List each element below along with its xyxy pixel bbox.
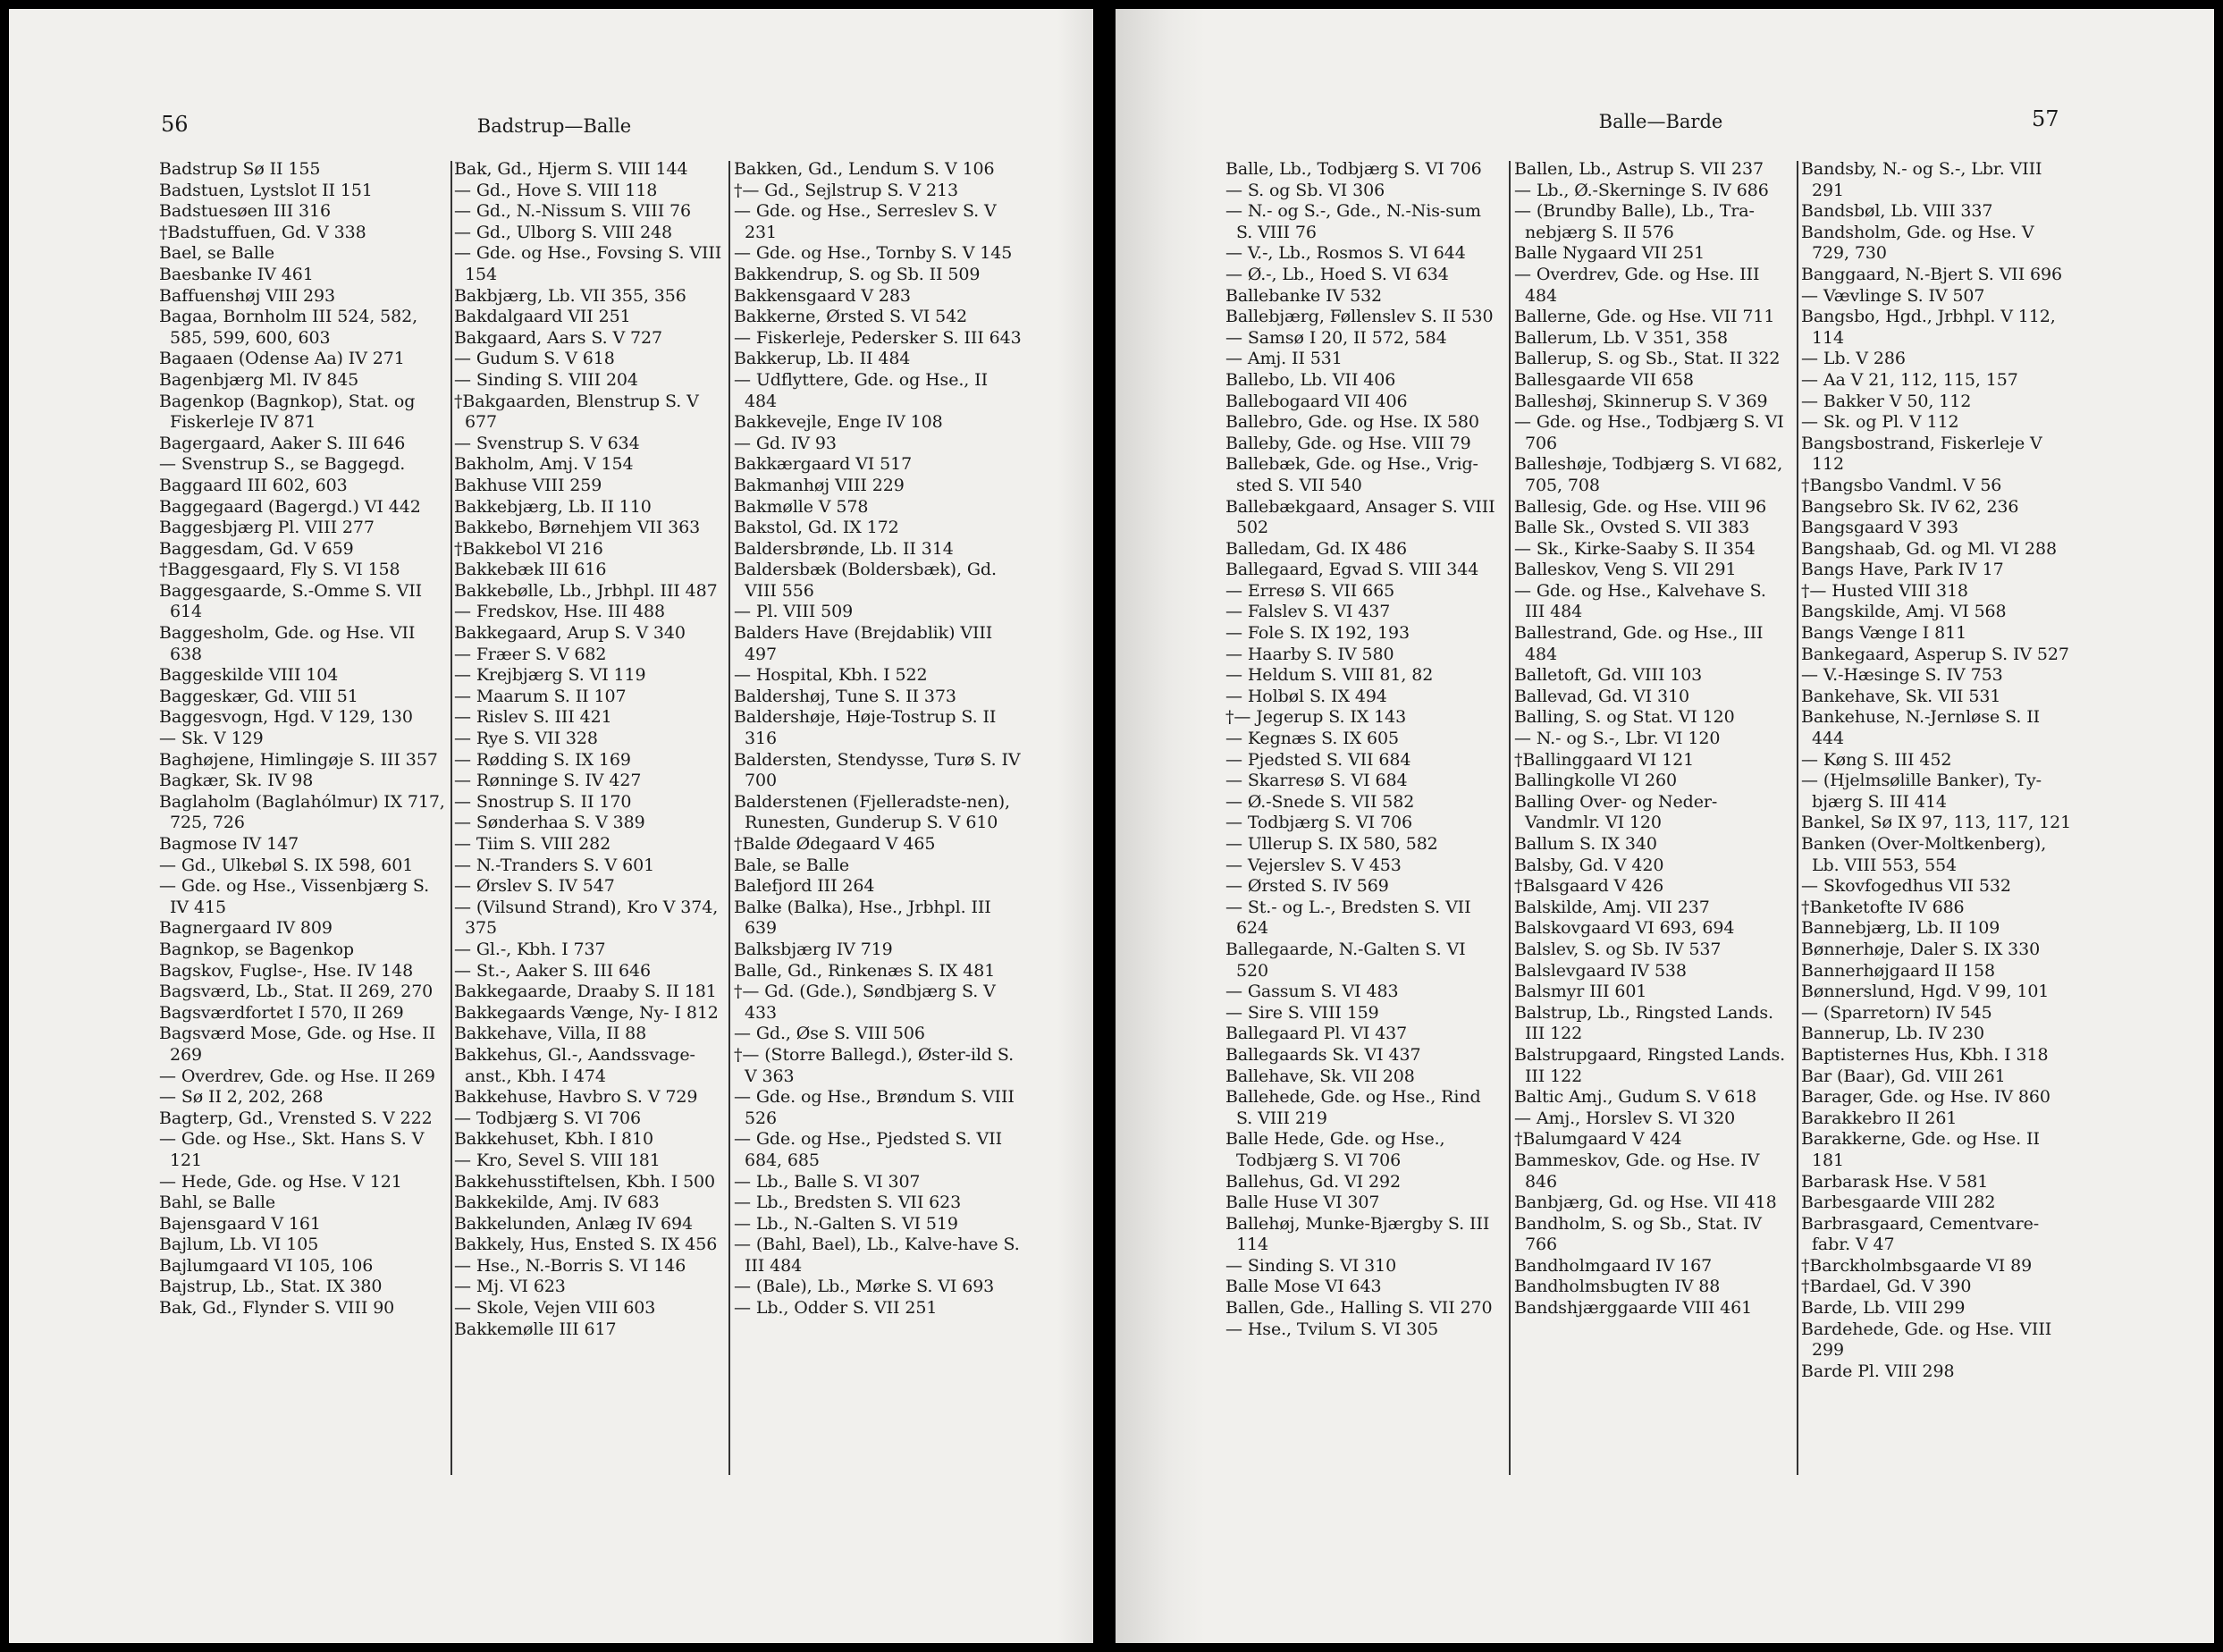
index-entry: †— Jegerup S. IX 143 <box>1225 707 1407 728</box>
index-entry: — (Bale), Lb., Mørke S. VI 693 <box>734 1277 995 1297</box>
index-entry: — (Hjelmsølille Banker), Ty-bjærg S. III 414 <box>1801 771 2042 812</box>
index-entry: Bagaaen (Odense Aa) IV 271 <box>159 349 405 369</box>
index-entry: — Sinding S. VI 310 <box>1225 1255 1397 1276</box>
index-entry: Badstrup Sø II 155 <box>159 159 321 179</box>
index-entry: — Overdrev, Gde. og Hse. III 484 <box>1514 264 1760 306</box>
index-entry: Bannebjærg, Lb. II 109 <box>1801 918 2000 939</box>
index-entry: Bakkebo, Børnehjem VII 363 <box>454 518 701 538</box>
index-entry: — (Bahl, Bael), Lb., Kalve-have S. III 484 <box>734 1235 1020 1276</box>
index-entry: Banken (Over-Moltkenberg), Lb. VIII 553, 554 <box>1801 834 2047 875</box>
index-entry: Bakstol, Gd. IX 172 <box>734 518 899 538</box>
index-entry: Balling, S. og Stat. VI 120 <box>1514 707 1735 728</box>
index-entry: Bakken, Gd., Lendum S. V 106 <box>734 159 995 179</box>
index-entry: †Banketofte IV 686 <box>1801 897 1965 917</box>
index-entry: — Gde. og Hse., Pjedsted S. VII 684, 685 <box>734 1129 1002 1170</box>
index-entry: Baldersten, Stendysse, Turø S. IV 700 <box>734 749 1021 791</box>
index-entry: Bagenkop (Bagnkop), Stat. og Fiskerleje IV 871 <box>159 391 416 433</box>
index-entry: Balders Have (Brejdablik) VIII 497 <box>734 623 993 664</box>
index-entry: Balle Sk., Ovsted S. VII 383 <box>1514 518 1750 538</box>
index-entry: — Rislev S. III 421 <box>454 707 612 728</box>
index-entry: Bangs Have, Park IV 17 <box>1801 560 2004 580</box>
index-entry: Bangsbostrand, Fiskerleje V 112 <box>1801 433 2042 475</box>
column-rule <box>1797 161 1798 1475</box>
index-entry: Baldershøje, Høje-Tostrup S. II 316 <box>734 707 997 749</box>
index-entry: Ballerum, Lb. V 351, 358 <box>1514 327 1728 348</box>
index-entry: — Gd., N.-Nissum S. VIII 76 <box>454 201 692 222</box>
index-entry: — Svenstrup S., se Baggegd. <box>159 454 406 475</box>
index-entry: Balefjord III 264 <box>734 876 875 897</box>
index-entry: — Tiim S. VIII 282 <box>454 834 611 854</box>
index-entry: Bakkegaard, Arup S. V 340 <box>454 623 686 644</box>
index-entry: Balle Huse VI 307 <box>1225 1193 1380 1213</box>
index-entry: — Ø.-Snede S. VII 582 <box>1225 791 1415 812</box>
index-entry: — Skole, Vejen VIII 603 <box>454 1298 656 1319</box>
index-entry: Balderstenen (Fjelleradste-nen), Runesten, Gunderup S. V 610 <box>734 791 1010 833</box>
index-entry: Bandholm, S. og Sb., Stat. IV 766 <box>1514 1213 1762 1255</box>
index-entry: Balstrup, Lb., Ringsted Lands. III 122 <box>1514 1002 1773 1044</box>
index-entry: Bakkely, Hus, Ensted S. IX 456 <box>454 1235 718 1255</box>
index-entry: — N.- og S.-, Lbr. VI 120 <box>1514 729 1721 749</box>
index-entry: Ballingkolle VI 260 <box>1514 771 1677 791</box>
index-entry: — Lb., Bredsten S. VII 623 <box>734 1193 962 1213</box>
index-entry: — Samsø I 20, II 572, 584 <box>1225 327 1447 348</box>
index-entry: Banbjærg, Gd. og Hse. VII 418 <box>1514 1193 1777 1213</box>
index-entry: Baesbanke IV 461 <box>159 264 314 284</box>
index-entry: Bakkerup, Lb. II 484 <box>734 349 911 369</box>
index-entry: Ballebanke IV 532 <box>1225 285 1383 306</box>
index-entry: — Vævlinge S. IV 507 <box>1801 285 1985 306</box>
index-entry: — V.-Hæsinge S. IV 753 <box>1801 665 2003 686</box>
index-entry: Ballegaard Pl. VI 437 <box>1225 1024 1408 1044</box>
index-entry: — Gd., Ulborg S. VIII 248 <box>454 222 672 242</box>
index-entry: †Bakgaarden, Blenstrup S. V 677 <box>454 391 699 433</box>
running-head: Balle—Barde <box>1598 111 1723 132</box>
index-entry: Baldershøj, Tune S. II 373 <box>734 686 956 706</box>
index-entry: Bajlumgaard VI 105, 106 <box>159 1255 374 1276</box>
index-entry: Baglaholm (Baglahólmur) IX 717, 725, 726 <box>159 791 445 833</box>
index-entry: Bammeskov, Gde. og Hse. IV 846 <box>1514 1150 1760 1192</box>
index-entry: — Gde. og Hse., Brøndum S. VIII 526 <box>734 1087 1015 1128</box>
index-entry: Bangs Vænge I 811 <box>1801 623 1967 644</box>
index-entry: Bakkehus, Gl.-, Aandssvage-anst., Kbh. I 474 <box>454 1044 695 1086</box>
index-column <box>734 159 1022 1319</box>
index-entry: — Svenstrup S. V 634 <box>454 433 640 453</box>
index-entry: — Køng S. III 452 <box>1801 749 1952 770</box>
index-entry: Bagsværd, Lb., Stat. II 269, 270 <box>159 982 434 1002</box>
index-entry: Baggeskilde VIII 104 <box>159 665 339 686</box>
index-entry: — Skovfogedhus VII 532 <box>1801 876 2011 897</box>
index-entry: Ballesgaarde VII 658 <box>1514 369 1694 390</box>
index-entry: Bankehave, Sk. VII 531 <box>1801 686 2001 706</box>
index-entry: — Sk., Kirke-Saaby S. II 354 <box>1514 538 1756 559</box>
index-entry: — Sk. og Pl. V 112 <box>1801 412 1959 433</box>
index-entry: — Mj. VI 623 <box>454 1277 566 1297</box>
index-entry: Ballestrand, Gde. og Hse., III 484 <box>1514 623 1764 664</box>
index-entry: Ballegaard, Egvad S. VIII 344 <box>1225 560 1479 580</box>
index-entry: — Gde. og Hse., Fovsing S. VIII 154 <box>454 243 722 284</box>
index-entry: Bakkehuse, Havbro S. V 729 <box>454 1087 698 1108</box>
index-entry: — Gde. og Hse., Todbjærg S. VI 706 <box>1514 412 1784 453</box>
index-entry: Baldersbrønde, Lb. II 314 <box>734 538 954 559</box>
column-rule <box>450 161 452 1475</box>
index-entry: Bagmose IV 147 <box>159 834 299 854</box>
index-entry: — Amj., Horslev S. VI 320 <box>1514 1108 1736 1128</box>
index-entry: — Hede, Gde. og Hse. V 121 <box>159 1171 402 1192</box>
index-entry: — Erresø S. VII 665 <box>1225 580 1395 601</box>
index-entry: Barbesgaarde VIII 282 <box>1801 1193 1996 1213</box>
index-entry: Bagaa, Bornholm III 524, 582, 585, 599, 600, 603 <box>159 307 418 348</box>
index-entry: Bakkehave, Villa, II 88 <box>454 1024 647 1044</box>
index-entry: Bakkebæk III 616 <box>454 560 607 580</box>
page-edge-shadow <box>1057 9 1093 1643</box>
index-entry: Baggegaard (Bagergd.) VI 442 <box>159 496 421 517</box>
index-entry: Bagskov, Fuglse-, Hse. IV 148 <box>159 960 414 981</box>
index-entry: — Gde. og Hse., Tornby S. V 145 <box>734 243 1013 264</box>
index-entry: — Sø II 2, 202, 268 <box>159 1087 324 1108</box>
index-entry: Bankehuse, N.-Jernløse S. II 444 <box>1801 707 2041 749</box>
index-entry: †Balsgaard V 426 <box>1514 876 1664 897</box>
index-entry: — Pjedsted S. VII 684 <box>1225 749 1411 770</box>
index-entry: — Haarby S. IV 580 <box>1225 644 1394 664</box>
index-entry: Bandsholm, Gde. og Hse. V 729, 730 <box>1801 222 2034 264</box>
index-entry: †Badstuffuen, Gd. V 338 <box>159 222 366 242</box>
index-entry: Bakholm, Amj. V 154 <box>454 454 634 475</box>
index-entry: Bagnergaard IV 809 <box>159 918 333 939</box>
index-entry: — Gd., Hove S. VIII 118 <box>454 180 658 200</box>
index-entry: Bønnerslund, Hgd. V 99, 101 <box>1801 982 2050 1002</box>
index-entry: Bakkehuset, Kbh. I 810 <box>454 1129 654 1150</box>
index-entry: — Gd. IV 93 <box>734 433 837 453</box>
index-entry: Ballebjærg, Føllenslev S. II 530 <box>1225 307 1494 327</box>
index-entry: Bakdalgaard VII 251 <box>454 307 631 327</box>
index-entry: Bak, Gd., Hjerm S. VIII 144 <box>454 159 688 179</box>
index-entry: — Kro, Sevel S. VIII 181 <box>454 1150 661 1170</box>
index-entry: †Ballinggaard VI 121 <box>1514 749 1695 770</box>
index-entry: Bajensgaard V 161 <box>159 1213 321 1234</box>
index-entry: — Gde. og Hse., Skt. Hans S. V 121 <box>159 1129 425 1170</box>
index-entry: Ballegaarde, N.-Galten S. VI 520 <box>1225 939 1466 981</box>
index-entry: †Bakkebol VI 216 <box>454 538 603 559</box>
index-entry: Bakkemølle III 617 <box>454 1319 617 1339</box>
index-entry: — Todbjærg S. VI 706 <box>1225 813 1412 833</box>
index-entry: — Ørslev S. IV 547 <box>454 876 615 897</box>
index-entry: — Ørsted S. IV 569 <box>1225 876 1389 897</box>
index-entry: Ballum S. IX 340 <box>1514 834 1657 854</box>
index-entry: Baptisternes Hus, Kbh. I 318 <box>1801 1044 2049 1065</box>
index-entry: Bagergaard, Aaker S. III 646 <box>159 433 406 453</box>
index-entry: Balsmyr III 601 <box>1514 982 1647 1002</box>
index-entry: — Sinding S. VIII 204 <box>454 369 638 390</box>
index-entry: — Rye S. VII 328 <box>454 729 598 749</box>
index-entry: Baggesdam, Gd. V 659 <box>159 538 354 559</box>
index-entry: Balledam, Gd. IX 486 <box>1225 538 1408 559</box>
page-number: 56 <box>161 112 189 137</box>
index-entry: Baggaard III 602, 603 <box>159 475 348 495</box>
index-entry: †— Husted VIII 318 <box>1801 580 1968 601</box>
index-entry: Bahl, se Balle <box>159 1193 276 1213</box>
index-entry: Bønnerhøje, Daler S. IX 330 <box>1801 939 2041 959</box>
index-entry: Ballebækgaard, Ansager S. VIII 502 <box>1225 496 1495 538</box>
index-entry: Bakkegaards Vænge, Ny- I 812 <box>454 1002 719 1023</box>
index-entry: Barde, Lb. VIII 299 <box>1801 1298 1966 1319</box>
index-entry: †Balumgaard V 424 <box>1514 1129 1682 1150</box>
index-entry: Balksbjærg IV 719 <box>734 939 893 959</box>
index-entry: Balletoft, Gd. VIII 103 <box>1514 665 1703 686</box>
index-entry: Barde Pl. VIII 298 <box>1801 1361 1955 1381</box>
index-entry: Bandholmsbugten IV 88 <box>1514 1277 1721 1297</box>
index-entry: Baggesbjærg Pl. VIII 277 <box>159 518 375 538</box>
index-entry: — Fredskov, Hse. III 488 <box>454 602 666 622</box>
index-entry: Balslevgaard IV 538 <box>1514 960 1687 981</box>
index-entry: — Rønninge S. IV 427 <box>454 771 642 791</box>
index-entry: Ballehus, Gd. VI 292 <box>1225 1171 1401 1192</box>
index-entry: Bannerup, Lb. IV 230 <box>1801 1024 1984 1044</box>
index-entry: — Gde. og Hse., Vissenbjærg S. IV 415 <box>159 876 430 917</box>
index-entry: — Skarresø S. VI 684 <box>1225 771 1408 791</box>
index-entry: Bakgaard, Aars S. V 727 <box>454 327 663 348</box>
index-entry: Balle Nygaard VII 251 <box>1514 243 1705 264</box>
index-entry: Balleby, Gde. og Hse. VIII 79 <box>1225 433 1471 453</box>
index-entry: Bardehede, Gde. og Hse. VIII 299 <box>1801 1319 2052 1361</box>
index-entry: — Maarum S. II 107 <box>454 686 627 706</box>
index-entry: Balleskov, Veng S. VII 291 <box>1514 560 1737 580</box>
index-entry: †Bangsbo Vandml. V 56 <box>1801 475 2002 495</box>
index-entry: Bagsværdfortet I 570, II 269 <box>159 1002 404 1023</box>
index-entry: — Fiskerleje, Pedersker S. III 643 <box>734 327 1022 348</box>
index-entry: Bagterp, Gd., Vrensted S. V 222 <box>159 1108 433 1128</box>
index-entry: †Baggesgaard, Fly S. VI 158 <box>159 560 400 580</box>
index-entry: Bakkekilde, Amj. IV 683 <box>454 1193 660 1213</box>
index-column <box>159 159 447 1319</box>
index-entry: Balskovgaard VI 693, 694 <box>1514 918 1735 939</box>
index-entry: — Aa V 21, 112, 115, 157 <box>1801 369 2018 390</box>
index-entry: Bangsgaard V 393 <box>1801 518 1958 538</box>
page-gutter-shadow <box>1116 9 1205 1643</box>
index-entry: Barbarask Hse. V 581 <box>1801 1171 1989 1192</box>
index-entry: Bakmanhøj VIII 229 <box>734 475 905 495</box>
index-entry: Balslev, S. og Sb. IV 537 <box>1514 939 1722 959</box>
index-entry: — (Brundby Balle), Lb., Tra-nebjærg S. II 576 <box>1514 201 1755 242</box>
index-entry: — Pl. VIII 509 <box>734 602 854 622</box>
index-entry: — Heldum S. VIII 81, 82 <box>1225 665 1434 686</box>
left-page <box>9 9 1093 1643</box>
index-entry: — Vejerslev S. V 453 <box>1225 855 1402 875</box>
index-column <box>1514 159 1788 1319</box>
index-entry: Balsby, Gd. V 420 <box>1514 855 1664 875</box>
index-entry: — Lb., Ø.-Skerninge S. IV 686 <box>1514 180 1769 200</box>
index-entry: — Falslev S. VI 437 <box>1225 602 1391 622</box>
index-entry: — Lb., N.-Galten S. VI 519 <box>734 1213 958 1234</box>
index-entry: — Rødding S. IX 169 <box>454 749 631 770</box>
index-entry: Bangshaab, Gd. og Ml. VI 288 <box>1801 538 2057 559</box>
index-entry: †Barckholmbsgaarde VI 89 <box>1801 1255 2033 1276</box>
index-entry: †Bardael, Gd. V 390 <box>1801 1277 1972 1297</box>
column-rule <box>1509 161 1511 1475</box>
index-entry: Baltic Amj., Gudum S. V 618 <box>1514 1087 1757 1108</box>
index-entry: Bandholmgaard IV 167 <box>1514 1255 1713 1276</box>
index-entry: Bakkevejle, Enge IV 108 <box>734 412 943 433</box>
index-entry: Bakkendrup, S. og Sb. II 509 <box>734 264 981 284</box>
index-entry: Bangsbo, Hgd., Jrbhpl. V 112, 114 <box>1801 307 2056 348</box>
index-entry: Bajlum, Lb. VI 105 <box>159 1235 319 1255</box>
index-entry: †— (Storre Ballegd.), Øster-ild S. V 363 <box>734 1044 1015 1086</box>
index-entry: Bakkensgaard V 283 <box>734 285 911 306</box>
index-entry: Bar (Baar), Gd. VIII 261 <box>1801 1066 2006 1086</box>
running-head: Badstrup—Balle <box>476 115 632 137</box>
index-entry: — Holbøl S. IX 494 <box>1225 686 1387 706</box>
index-entry: — Gde. og Hse., Serreslev S. V 231 <box>734 201 997 242</box>
index-entry: — Ø.-, Lb., Hoed S. VI 634 <box>1225 264 1449 284</box>
index-entry: — Krejbjærg S. VI 119 <box>454 665 646 686</box>
index-entry: Bakkebølle, Lb., Jrbhpl. III 487 <box>454 580 718 601</box>
index-entry: Bandshjærggaarde VIII 461 <box>1514 1298 1753 1319</box>
index-entry: Ballehave, Sk. VII 208 <box>1225 1066 1415 1086</box>
index-entry: — Sire S. VIII 159 <box>1225 1002 1379 1023</box>
index-entry: Bankel, Sø IX 97, 113, 117, 121 <box>1801 813 2072 833</box>
index-entry: — Udflyttere, Gde. og Hse., II 484 <box>734 369 988 411</box>
index-entry: — Gassum S. VI 483 <box>1225 982 1399 1002</box>
index-entry: Bakbjærg, Lb. VII 355, 356 <box>454 285 686 306</box>
index-entry: — Lb., Balle S. VI 307 <box>734 1171 921 1192</box>
index-entry: Balle, Lb., Todbjærg S. VI 706 <box>1225 159 1482 179</box>
index-entry: — Bakker V 50, 112 <box>1801 391 1972 411</box>
index-entry: — Gudum S. V 618 <box>454 349 615 369</box>
index-entry: Baldersbæk (Boldersbæk), Gd. VIII 556 <box>734 560 997 601</box>
index-entry: Bannerhøjgaard II 158 <box>1801 960 1995 981</box>
index-entry: — Ullerup S. IX 580, 582 <box>1225 834 1438 854</box>
index-entry: Badstuesøen III 316 <box>159 201 331 222</box>
index-entry: Bajstrup, Lb., Stat. IX 380 <box>159 1277 383 1297</box>
index-entry: — N.-Tranders S. V 601 <box>454 855 655 875</box>
index-entry: Badstuen, Lystslot II 151 <box>159 180 373 200</box>
index-entry: Ballevad, Gd. VI 310 <box>1514 686 1689 706</box>
index-entry: Bagkær, Sk. IV 98 <box>159 771 314 791</box>
column-rule <box>728 161 730 1475</box>
index-entry: — Hse., N.-Borris S. VI 146 <box>454 1255 686 1276</box>
index-entry: Baghøjene, Himlingøje S. III 357 <box>159 749 438 770</box>
index-entry: Bakmølle V 578 <box>734 496 869 517</box>
index-entry: Ballebro, Gde. og Hse. IX 580 <box>1225 412 1479 433</box>
index-entry: Bandsbøl, Lb. VIII 337 <box>1801 201 1993 222</box>
index-entry: Balling Over- og Neder-Vandmlr. VI 120 <box>1514 791 1718 833</box>
index-entry: Bangsebro Sk. IV 62, 236 <box>1801 496 2019 517</box>
index-entry: Balleshøj, Skinnerup S. V 369 <box>1514 391 1768 411</box>
index-entry: — N.- og S.-, Gde., N.-Nis-sum S. VIII 76 <box>1225 201 1481 242</box>
index-entry: — Gde. og Hse., Kalvehave S. III 484 <box>1514 580 1766 622</box>
index-entry: Ballerup, S. og Sb., Stat. II 322 <box>1514 349 1781 369</box>
index-entry: Balke (Balka), Hse., Jrbhpl. III 639 <box>734 897 991 939</box>
index-entry: †— Gd. (Gde.), Søndbjærg S. V 433 <box>734 982 996 1023</box>
index-entry: — Overdrev, Gde. og Hse. II 269 <box>159 1066 435 1086</box>
index-entry: — V.-, Lb., Rosmos S. VI 644 <box>1225 243 1466 264</box>
index-entry: Ballebogaard VII 406 <box>1225 391 1408 411</box>
index-entry: Bael, se Balle <box>159 243 275 264</box>
index-entry: Baggesholm, Gde. og Hse. VII 638 <box>159 623 416 664</box>
right-page <box>1116 9 2214 1643</box>
index-entry: Bakkerne, Ørsted S. VI 542 <box>734 307 968 327</box>
index-entry: Ballebo, Lb. VII 406 <box>1225 369 1396 390</box>
index-entry: — (Sparretorn) IV 545 <box>1801 1002 1992 1023</box>
index-entry: Ballen, Lb., Astrup S. VII 237 <box>1514 159 1764 179</box>
index-entry: Bakkelunden, Anlæg IV 694 <box>454 1213 693 1234</box>
index-entry: — Kegnæs S. IX 605 <box>1225 729 1399 749</box>
index-entry: — St.-, Aaker S. III 646 <box>454 960 651 981</box>
index-entry: Barakkerne, Gde. og Hse. II 181 <box>1801 1129 2040 1170</box>
index-entry: — Hse., Tvilum S. VI 305 <box>1225 1319 1439 1339</box>
index-entry: Bankegaard, Asperup S. IV 527 <box>1801 644 2069 664</box>
index-entry: Bandsby, N.- og S.-, Lbr. VIII 291 <box>1801 159 2042 200</box>
index-entry: Bakkegaarde, Draaby S. II 181 <box>454 982 717 1002</box>
index-entry: — Gl.-, Kbh. I 737 <box>454 939 606 959</box>
index-entry: Ballebæk, Gde. og Hse., Vrig-sted S. VII 540 <box>1225 454 1478 495</box>
index-entry: Bakkehusstiftelsen, Kbh. I 500 <box>454 1171 716 1192</box>
index-entry: — Gd., Ulkebøl S. IX 598, 601 <box>159 855 414 875</box>
index-entry: Balskilde, Amj. VII 237 <box>1514 897 1710 917</box>
index-entry: — Gd., Øse S. VIII 506 <box>734 1024 925 1044</box>
index-entry: Baffuenshøj VIII 293 <box>159 285 335 306</box>
index-column <box>454 159 724 1340</box>
index-entry: — Sønderhaa S. V 389 <box>454 813 645 833</box>
index-entry: Balle Mose VI 643 <box>1225 1277 1382 1297</box>
index-entry: Baggeskær, Gd. VIII 51 <box>159 686 358 706</box>
index-entry: — S. og Sb. VI 306 <box>1225 180 1385 200</box>
index-entry: — Fole S. IX 192, 193 <box>1225 623 1410 644</box>
index-entry: Bagsværd Mose, Gde. og Hse. II 269 <box>159 1024 436 1065</box>
index-entry: Barbrasgaard, Cementvare-fabr. V 47 <box>1801 1213 2040 1255</box>
index-entry: Bale, se Balle <box>734 855 850 875</box>
page-number: 57 <box>2032 106 2059 131</box>
index-entry: Ballerne, Gde. og Hse. VII 711 <box>1514 307 1775 327</box>
index-entry: Balle Hede, Gde. og Hse., Todbjærg S. VI 706 <box>1225 1129 1445 1170</box>
index-entry: — Todbjærg S. VI 706 <box>454 1108 641 1128</box>
index-entry: — Hospital, Kbh. I 522 <box>734 665 928 686</box>
index-column <box>1225 159 1498 1340</box>
index-entry: Bakkærgaard VI 517 <box>734 454 913 475</box>
index-entry: Baggesgaarde, S.-Omme S. VII 614 <box>159 580 423 622</box>
index-entry: Balstrupgaard, Ringsted Lands. III 122 <box>1514 1044 1786 1086</box>
index-entry: Bak, Gd., Flynder S. VIII 90 <box>159 1298 395 1319</box>
index-entry: — St.- og L.-, Bredsten S. VII 624 <box>1225 897 1471 939</box>
index-entry: †Balde Ødegaard V 465 <box>734 834 936 854</box>
index-entry: — Snostrup S. II 170 <box>454 791 632 812</box>
index-entry: Balleshøje, Todbjærg S. VI 682, 705, 708 <box>1514 454 1783 495</box>
index-entry: — Fræer S. V 682 <box>454 644 607 664</box>
index-entry: Bagnkop, se Bagenkop <box>159 939 354 959</box>
index-entry: Barager, Gde. og Hse. IV 860 <box>1801 1087 2050 1108</box>
index-entry: — Lb., Odder S. VII 251 <box>734 1298 938 1319</box>
index-entry: — Lb. V 286 <box>1801 349 1906 369</box>
index-entry: — Sk. V 129 <box>159 729 264 749</box>
index-column <box>1801 159 2075 1382</box>
index-entry: Bagenbjærg Ml. IV 845 <box>159 369 359 390</box>
index-entry: Bakkebjærg, Lb. II 110 <box>454 496 652 517</box>
index-entry: Balle, Gd., Rinkenæs S. IX 481 <box>734 960 996 981</box>
index-entry: Barakkebro II 261 <box>1801 1108 1958 1128</box>
index-entry: Banggaard, N.-Bjert S. VII 696 <box>1801 264 2063 284</box>
index-entry: Baggesvogn, Hgd. V 129, 130 <box>159 707 413 728</box>
index-entry: — (Vilsund Strand), Kro V 374, 375 <box>454 897 719 939</box>
index-entry: †— Gd., Sejlstrup S. V 213 <box>734 180 958 200</box>
index-entry: Ballehede, Gde. og Hse., Rind S. VIII 219 <box>1225 1087 1481 1128</box>
index-entry: — Amj. II 531 <box>1225 349 1343 369</box>
index-entry: Ballen, Gde., Halling S. VII 270 <box>1225 1298 1493 1319</box>
index-entry: Bangskilde, Amj. VI 568 <box>1801 602 2007 622</box>
index-entry: Ballesig, Gde. og Hse. VIII 96 <box>1514 496 1767 517</box>
index-entry: Ballegaards Sk. VI 437 <box>1225 1044 1421 1065</box>
index-entry: Ballehøj, Munke-Bjærgby S. III 114 <box>1225 1213 1490 1255</box>
index-entry: Bakhuse VIII 259 <box>454 475 602 495</box>
